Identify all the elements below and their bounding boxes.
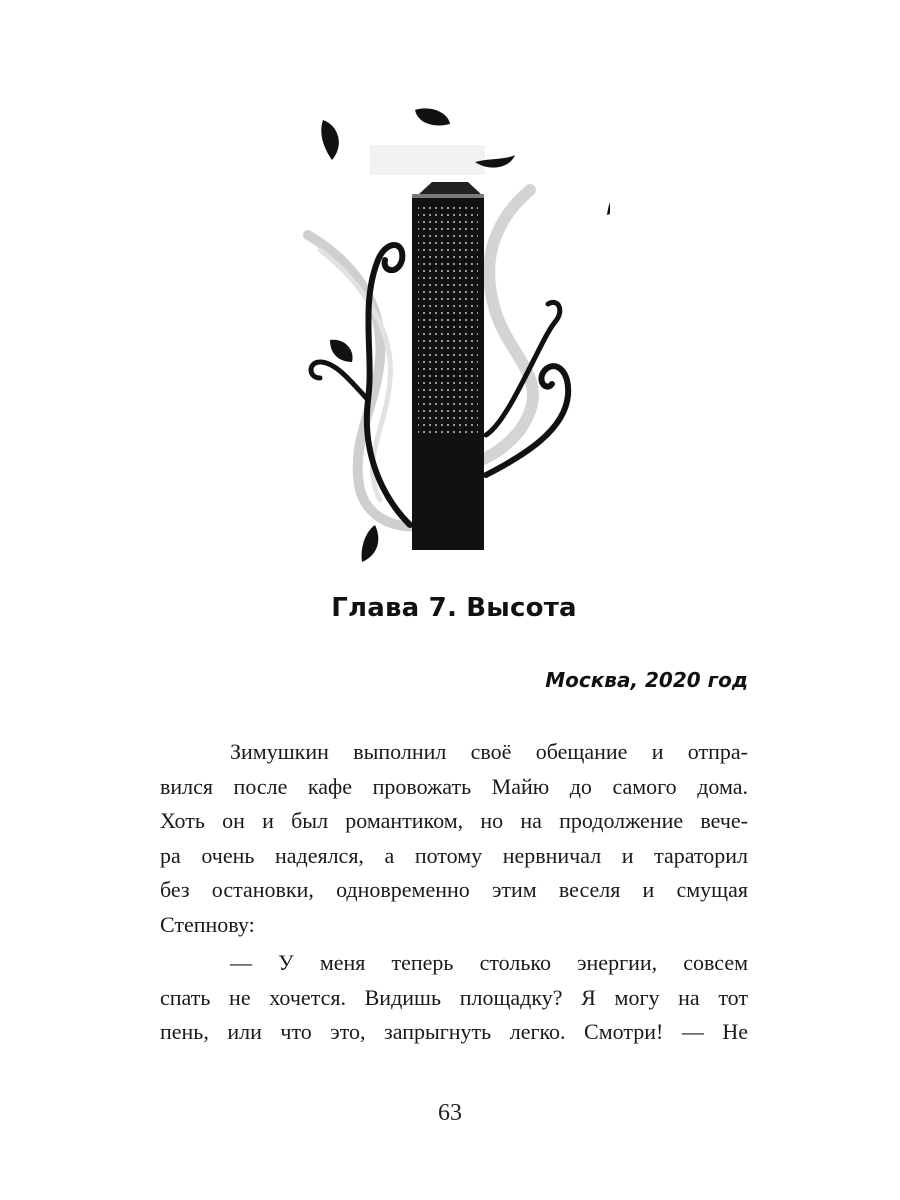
paragraph [160,735,748,942]
chapter-illustration [290,100,610,570]
chapter-title: Глава 7. Высота [331,593,577,623]
chapter-place-date: Москва, 2020 год [545,668,748,692]
text-line: — У меня теперь столько энергии, совсем [230,950,748,975]
body-text [160,735,748,1050]
text-line: Степнову: [160,911,255,937]
leaf-icon [321,120,339,160]
text-line: Зимушкин выполнил своё обещание и отпра- [230,739,748,764]
leaf-icon [415,108,450,125]
leaf-icon [362,525,379,562]
leaf-icon [607,175,610,215]
page-number: 63 [438,1100,462,1126]
paragraph [160,946,748,1050]
text-line: Хоть он и был романтиком, но на продолжение вече- [160,808,748,833]
text-line: ра очень надеялся, а потому нервничал и тараторил [160,842,748,868]
skyscraper-vine-illustration [290,100,610,570]
text-line: спать не хочется. Видишь площадку? Я могу на тот [160,984,748,1010]
leaf-icon [330,340,353,362]
text-line: без остановки, одновременно этим веселя и смущая [160,877,748,902]
text-line: пень, или что это, запрыгнуть легко. Смотри! — Не [160,1019,748,1044]
text-line: вился после кафе провожать Майю до самого дома. [160,773,748,799]
